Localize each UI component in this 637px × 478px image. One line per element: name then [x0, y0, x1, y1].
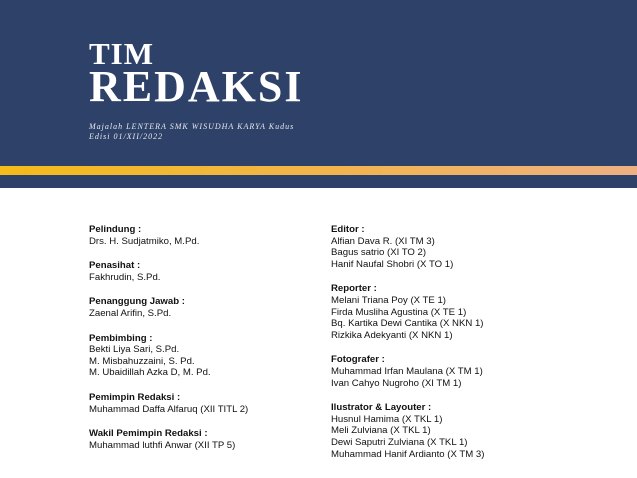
member-name: Fakhrudin, S.Pd.	[89, 271, 161, 283]
role-label: Reporter :	[331, 283, 377, 295]
section-penanggung-jawab	[89, 296, 319, 319]
section-fotografer	[331, 354, 561, 389]
member-name: Bagus satrio (XI TO 2)	[331, 247, 427, 259]
section-pemimpin-redaksi	[89, 392, 319, 415]
member-name: Zaenal Arifin, S.Pd.	[89, 307, 172, 319]
member-name: Ivan Cahyo Nugroho (XI TM 1)	[331, 377, 462, 389]
section-penasihat	[89, 260, 319, 283]
member-name: Alfian Dava R. (XI TM 3)	[331, 235, 435, 247]
role-label: Penasihat :	[89, 260, 141, 272]
role-label: Pemimpin Redaksi :	[89, 391, 181, 403]
left-column	[89, 224, 319, 464]
member-name: Firda Musliha Agustina (X TE 1)	[331, 306, 467, 318]
role-label: Fotografer :	[331, 354, 385, 366]
section-ilustrator-layouter	[331, 402, 561, 460]
member-name: Bekti Liya Sari, S.Pd.	[89, 344, 180, 356]
member-name: Drs. H. Sudjatmiko, M.Pd.	[89, 235, 200, 247]
header-banner	[0, 0, 637, 166]
role-label: Ilustrator & Layouter :	[331, 402, 432, 414]
section-reporter	[331, 283, 561, 341]
member-name: Muhammad Hanif Ardianto (X TM 3)	[331, 448, 485, 460]
member-name: M. Misbahuzzaini, S. Pd.	[89, 355, 195, 367]
section-editor	[331, 224, 561, 270]
member-name: Dewi Saputri Zulviana (X TKL 1)	[331, 436, 468, 448]
subtitle	[89, 122, 294, 142]
section-wakil-pemimpin-redaksi	[89, 428, 319, 451]
role-label: Pelindung :	[89, 224, 142, 235]
member-name: Melani Triana Poy (X TE 1)	[331, 294, 446, 306]
subtitle-edition: Edisi 01/XII/2022	[89, 132, 164, 141]
role-label: Pembimbing :	[89, 332, 153, 344]
title-redaksi: REDAKSI	[89, 62, 304, 111]
member-name: Muhammad Daffa Alfaruq (XII TITL 2)	[89, 403, 249, 415]
role-label: Penanggung Jawab :	[89, 296, 185, 308]
role-label: Editor :	[331, 224, 365, 235]
right-column	[331, 224, 561, 473]
section-pembimbing	[89, 333, 319, 379]
member-name: M. Ubaidillah Azka D, M. Pd.	[89, 367, 211, 379]
subtitle-magazine: Majalah LENTERA SMK WISUDHA KARYA Kudus	[89, 122, 295, 131]
section-pelindung	[89, 224, 319, 247]
title-tim: TIM	[89, 36, 154, 71]
member-name: Meli Zulviana (X TKL 1)	[331, 425, 431, 437]
navy-band	[0, 175, 637, 188]
member-name: Muhammad luthfi Anwar (XII TP 5)	[89, 439, 236, 451]
member-name: Muhammad Irfan Maulana (X TM 1)	[331, 365, 483, 377]
member-name: Bq. Kartika Dewi Cantika (X NKN 1)	[331, 318, 484, 330]
member-name: Husnul Hamima (X TKL 1)	[331, 413, 443, 425]
member-name: Rizkika Adekyanti (X NKN 1)	[331, 329, 453, 341]
accent-stripe	[0, 166, 637, 175]
member-name: Hanif Naufal Shobri (X TO 1)	[331, 258, 454, 270]
role-label: Wakil Pemimpin Redaksi :	[89, 428, 208, 440]
